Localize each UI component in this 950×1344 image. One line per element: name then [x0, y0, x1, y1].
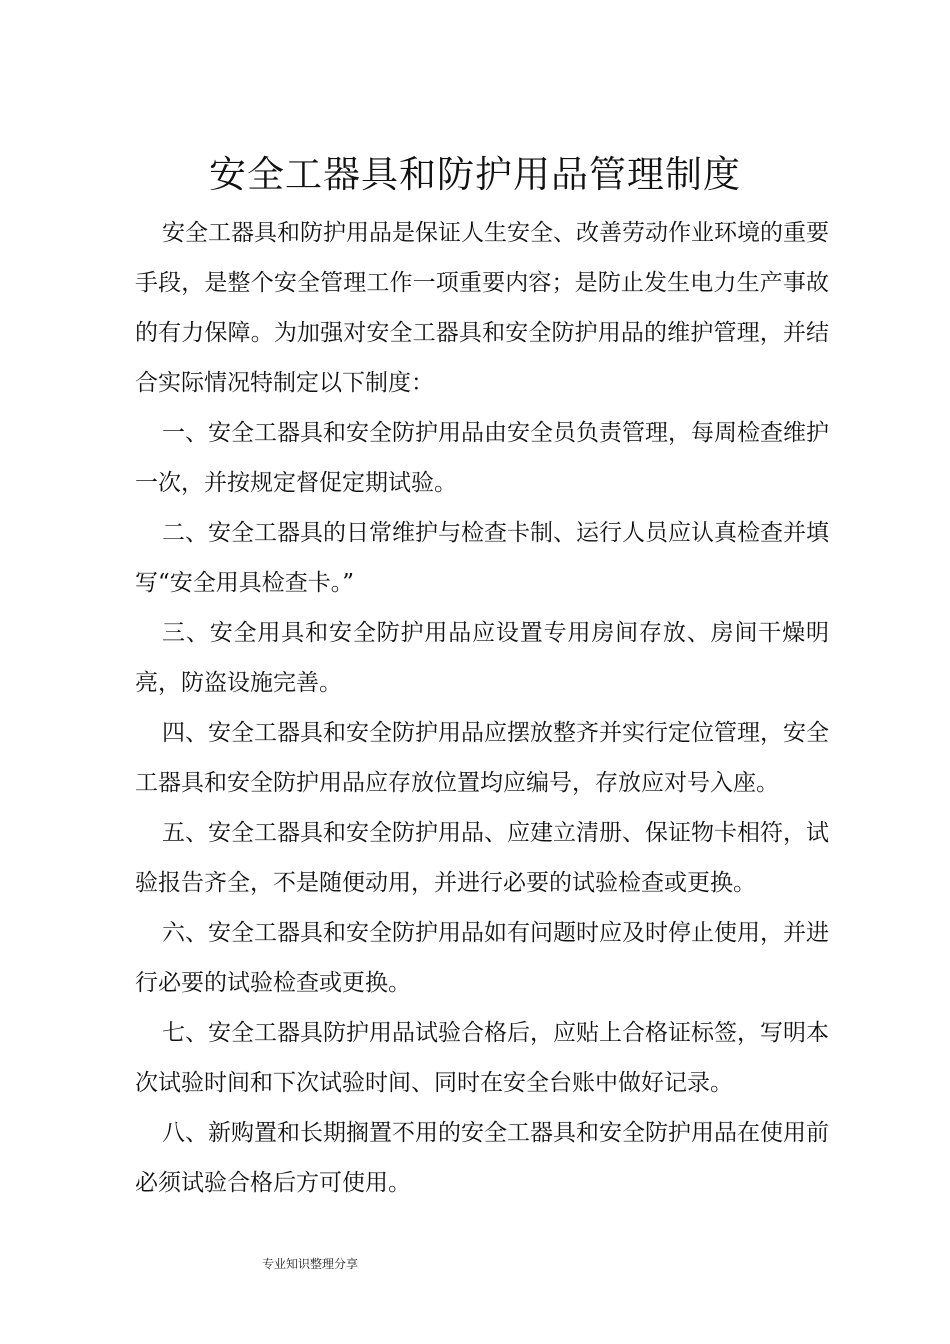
document-title: 安全工器具和防护用品管理制度: [209, 153, 741, 196]
rule-item-1: 一、安全工器具和安全防护用品由安全员负责管理，每周检查维护一次，并按规定督促定期试验。: [135, 420, 829, 496]
rule-item-5: 五、安全工器具和安全防护用品、应建立清册、保证物卡相符，试验报告齐全，不是随便动用，并进行必要的试验检查或更换。: [135, 820, 829, 896]
page-footer: 专业知识整理分享: [262, 1257, 359, 1271]
rule-item-2: 二、安全工器具的日常维护与检查卡制、运行人员应认真检查并填写“安全用具检查卡。”: [135, 520, 829, 596]
rule-item-4: 四、安全工器具和安全防护用品应摆放整齐并实行定位管理，安全工器具和安全防护用品应存放位置均应编号，存放应对号入座。: [135, 720, 829, 796]
document-body: [135, 208, 829, 1208]
rule-item-6: 六、安全工器具和安全防护用品如有问题时应及时停止使用，并进行必要的试验检查或更换。: [135, 920, 829, 996]
rule-item-3: 三、安全用具和安全防护用品应设置专用房间存放、房间干燥明亮，防盗设施完善。: [135, 620, 829, 696]
rule-item-8: 八、新购置和长期搁置不用的安全工器具和安全防护用品在使用前必须试验合格后方可使用。: [135, 1120, 829, 1196]
rule-item-7: 七、安全工器具防护用品试验合格后，应贴上合格证标签，写明本次试验时间和下次试验时间、同时在安全台账中做好记录。: [135, 1020, 829, 1096]
intro-paragraph: 安全工器具和防护用品是保证人生安全、改善劳动作业环境的重要手段，是整个安全管理工作一项重要内容；是防止发生电力生产事故的有力保障。为加强对安全工器具和安全防护用品的维护管理，并结合实际情况特制定以下制度：: [135, 220, 829, 396]
